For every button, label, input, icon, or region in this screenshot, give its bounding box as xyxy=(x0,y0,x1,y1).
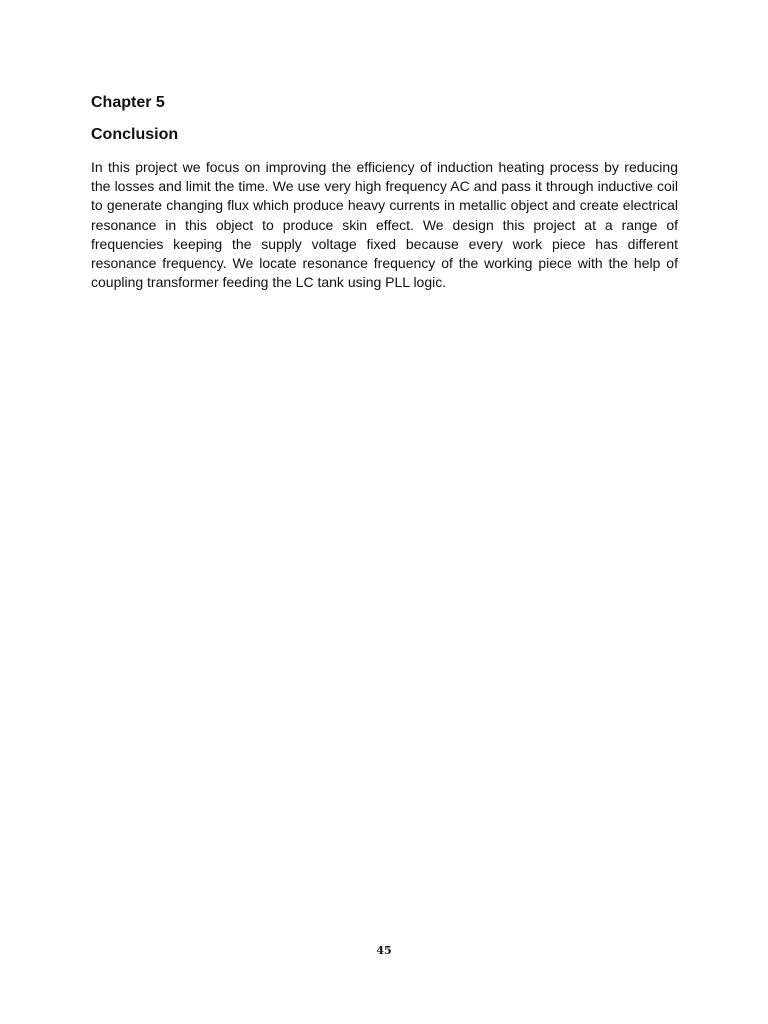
section-title: Conclusion xyxy=(91,126,179,143)
chapter-heading: Chapter 5 xyxy=(91,94,165,111)
page-number: 45 xyxy=(376,944,392,957)
conclusion-paragraph: In this project we focus on improving the efficiency of induction heating process by reducing the losses and limit the time. We use very high frequency AC and pass it through inductive coil to generate changing flux which produce heavy currents in metallic object and create electrical resonance in this object to produce skin effect. We design this project at a range of frequencies keeping the supply voltage fixed because every work piece has different resonance frequency. We locate resonance frequency of the working piece with the help of coupling transformer feeding the LC tank using PLL logic. xyxy=(91,159,678,291)
